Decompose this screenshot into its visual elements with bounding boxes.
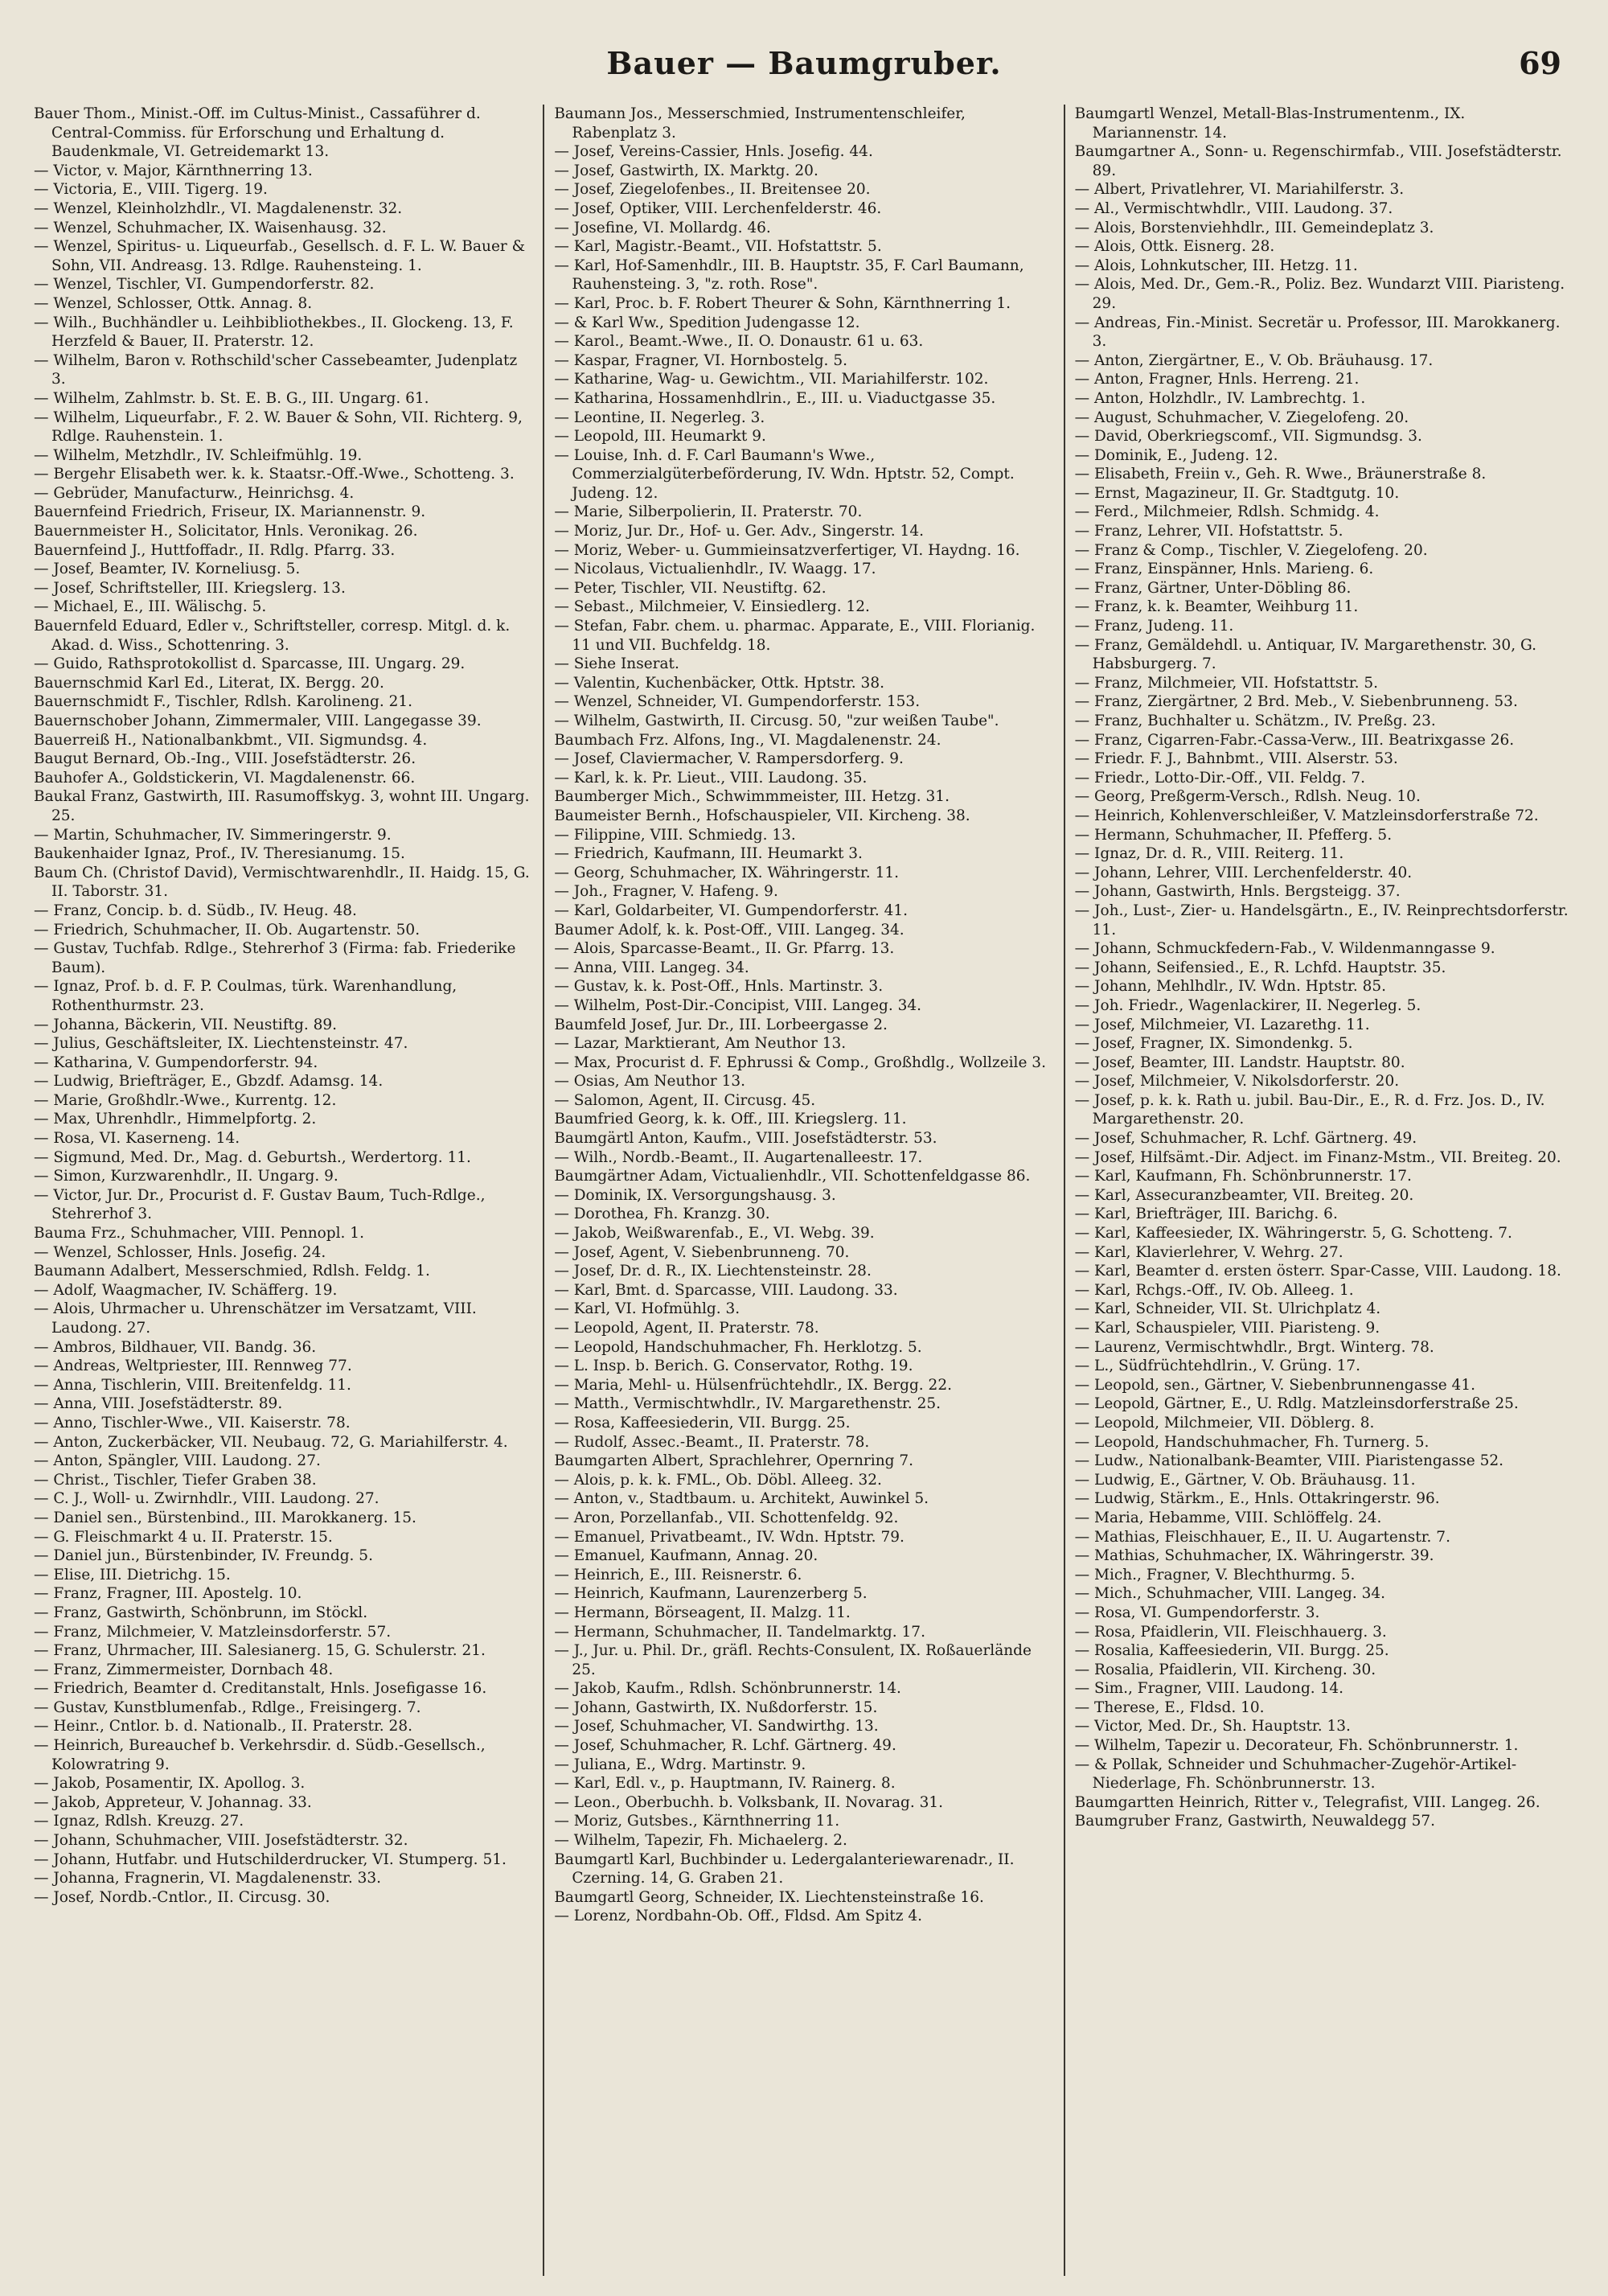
directory-entry: Bauernschmid Karl Ed., Literat, IX. Bergg. 20. [34, 674, 384, 692]
directory-entry: — Gustav, k. k. Post-Off., Hnls. Martinstr. 3. [554, 978, 884, 996]
directory-entry: — Leopold, Handschuhmacher, Fh. Turnerg. 5. [1074, 1433, 1430, 1451]
directory-entry: Bauerreiß H., Nationalbankbmt., VII. Sigmundsg. 4. [34, 731, 428, 749]
directory-entry: — Johann, Schuhmacher, VIII. Josefstädterstr. 32. [34, 1832, 408, 1850]
directory-entry: — Ludwig, Stärkm., E., Hnls. Ottakringerstr. 96. [1074, 1490, 1440, 1508]
directory-entry: — Karl, Beamter d. ersten österr. Spar-Casse, VIII. Laudong. 18. [1074, 1263, 1561, 1280]
directory-entry: — Franz, Gärtner, Unter-Döbling 86. [1074, 579, 1352, 597]
directory-entry: — Jakob, Appreteur, V. Johannag. 33. [34, 1793, 312, 1811]
directory-entry: — Wilhelm, Zahlmstr. b. St. E. B. G., III. Ungarg. 61. [34, 389, 429, 407]
directory-entry: — Leopold, Agent, II. Praterstr. 78. [554, 1320, 819, 1337]
directory-entry: — Hermann, Börseagent, II. Malzg. 11. [554, 1604, 851, 1621]
directory-entry: — Ferd., Milchmeier, Rdlsh. Schmidg. 4. [1074, 503, 1380, 521]
directory-entry: — C. J., Woll- u. Zwirnhdlr., VIII. Laudong. 27. [34, 1490, 379, 1508]
directory-entry: — Elise, III. Dietrichg. 15. [34, 1566, 231, 1583]
directory-entry: — Lazar, Marktierant, Am Neuthor 13. [554, 1035, 847, 1053]
directory-entry: — Anna, VIII. Langeg. 34. [554, 959, 749, 976]
directory-entry: — Karl, Schauspieler, VIII. Piaristeng. 9. [1074, 1320, 1380, 1337]
directory-entry: Baugut Bernard, Ob.-Ing., VIII. Josefstädterstr. 26. [34, 750, 416, 768]
directory-entry: — Alois, Lohnkutscher, III. Hetzg. 11. [1074, 257, 1358, 274]
directory-entry: — Daniel jun., Bürstenbinder, IV. Freundg. 5. [34, 1547, 373, 1565]
directory-entry: — & Karl Ww., Spedition Judengasse 12. [554, 314, 860, 331]
directory-entry: Baumer Adolf, k. k. Post-Off., VIII. Langeg. 34. [554, 921, 904, 939]
directory-entry: — Jakob, Weißwarenfab., E., VI. Webg. 39. [554, 1225, 875, 1242]
directory-entry: — Karl, VI. Hofmühlg. 3. [554, 1300, 740, 1318]
directory-entry: — Anton, Fragner, Hnls. Herreng. 21. [1074, 371, 1360, 388]
directory-entry: — Emanuel, Kaufmann, Annag. 20. [554, 1547, 818, 1565]
directory-entry: — Anton, Holzhdlr., IV. Lambrechtg. 1. [1074, 389, 1366, 407]
directory-entry: — Johanna, Bäckerin, VII. Neustiftg. 89. [34, 1016, 338, 1033]
directory-entry: — Rosa, Kaffeesiederin, VII. Burgg. 25. [554, 1414, 851, 1431]
directory-entry: Baumann Adalbert, Messerschmied, Rdlsh. Feldg. 1. [34, 1263, 430, 1280]
directory-entry: Bauer Thom., Minist.-Off. im Cultus-Minist., Cassaführer d. Central-Commiss. für Erforschung und Erhaltung d. Baudenkmale, VI. Getreidemarkt 13. [34, 105, 481, 161]
directory-entry: — Rosa, VI. Gumpendorferstr. 3. [1074, 1604, 1320, 1621]
directory-entry: — Leopold, sen., Gärtner, V. Siebenbrunnengasse 41. [1074, 1376, 1475, 1394]
directory-entry: — Mathias, Schuhmacher, IX. Währingerstr. 39. [1074, 1547, 1434, 1565]
directory-entry: — Josef, Agent, V. Siebenbrunneng. 70. [554, 1243, 850, 1261]
directory-entry: — Josefine, VI. Mollardg. 46. [554, 219, 771, 236]
directory-entry: — Ludwig, E., Gärtner, V. Ob. Bräuhausg. 11. [1074, 1471, 1416, 1489]
directory-entry: — Dorothea, Fh. Kranzg. 30. [554, 1206, 770, 1223]
directory-entry: — Johanna, Fragnerin, VI. Magdalenenstr. 33. [34, 1870, 382, 1887]
directory-entry: — Juliana, E., Wdrg. Martinstr. 9. [554, 1756, 806, 1773]
directory-entry: — Filippine, VIII. Schmiedg. 13. [554, 826, 796, 844]
directory-entry: — Alois, Med. Dr., Gem.-R., Poliz. Bez. Wundarzt VIII. Piaristeng. 29. [1074, 276, 1565, 312]
directory-entry: — Anna, Tischlerin, VIII. Breitenfeldg. 11. [34, 1376, 351, 1394]
directory-entry: — Wenzel, Kleinholzhdlr., VI. Magdalenenstr. 32. [34, 199, 403, 217]
directory-entry: — Franz, Fragner, III. Apostelg. 10. [34, 1585, 302, 1603]
directory-entry: Baumberger Mich., Schwimmmeister, III. Hetzg. 31. [554, 788, 950, 806]
directory-entry: — Katharina, V. Gumpendorferstr. 94. [34, 1054, 318, 1071]
directory-entry: — Joh., Fragner, V. Hafeng. 9. [554, 883, 778, 901]
directory-entry: Bauhofer A., Goldstickerin, VI. Magdalenenstr. 66. [34, 769, 416, 787]
directory-entry: — Aron, Porzellanfab., VII. Schottenfeldg. 92. [554, 1509, 899, 1526]
directory-entry: — Hermann, Schuhmacher, II. Pfefferg. 5. [1074, 826, 1393, 844]
directory-entry: — Hermann, Schuhmacher, II. Tandelmarktg. 17. [554, 1623, 925, 1641]
directory-entry: — Victor, v. Major, Kärnthnerring 13. [34, 162, 313, 179]
directory-entry: — Wenzel, Schuhmacher, IX. Waisenhausg. 32. [34, 219, 387, 236]
directory-entry: — Franz, Milchmeier, VII. Hofstattstr. 5. [1074, 674, 1378, 692]
directory-entry: — Friedrich, Schuhmacher, II. Ob. Augartenstr. 50. [34, 921, 420, 939]
directory-entry: — Franz, Lehrer, VII. Hofstattstr. 5. [1074, 523, 1343, 540]
directory-entry: — Siehe Inserat. [554, 655, 679, 673]
directory-entry: — Wenzel, Tischler, VI. Gumpendorferstr. 82. [34, 276, 375, 294]
directory-entry: Bauernfeind Friedrich, Friseur, IX. Mariannenstr. 9. [34, 503, 426, 521]
directory-entry: — Louise, Inh. d. F. Carl Baumann's Wwe., Commerzialgüterbeförderung, IV. Wdn. Hptstr. 52, Compt. Judeng. 12. [554, 446, 1015, 502]
directory-entry: — Johann, Lehrer, VIII. Lerchenfelderstr. 40. [1074, 864, 1413, 881]
directory-entry: — Karl, Bmt. d. Sparcasse, VIII. Laudong. 33. [554, 1281, 898, 1299]
directory-entry: — Anton, Ziergärtner, E., V. Ob. Bräuhausg. 17. [1074, 351, 1434, 369]
directory-entry: — Andreas, Weltpriester, III. Rennweg 77. [34, 1357, 352, 1375]
directory-entry: — Georg, Schuhmacher, IX. Währingerstr. 11. [554, 864, 899, 881]
directory-entry: — Moriz, Jur. Dr., Hof- u. Ger. Adv., Singerstr. 14. [554, 523, 924, 540]
directory-entry: — Franz, Zimmermeister, Dornbach 48. [34, 1661, 334, 1678]
directory-entry: — Anton, Zuckerbäcker, VII. Neubaug. 72, G. Mariahilferstr. 4. [34, 1433, 508, 1451]
directory-entry: Baumgärtl Anton, Kaufm., VIII. Josefstädterstr. 53. [554, 1130, 937, 1148]
directory-entry: — Matth., Vermischtwhdlr., IV. Margarethenstr. 25. [554, 1395, 941, 1413]
directory-entry: — Rudolf, Assec.-Beamt., II. Praterstr. 78. [554, 1433, 870, 1451]
directory-entry: — Valentin, Kuchenbäcker, Ottk. Hptstr. 38. [554, 674, 884, 692]
directory-entry: — Friedr. F. J., Bahnbmt., VIII. Alserstr. 53. [1074, 750, 1398, 768]
directory-entry: — Johann, Mehlhdlr., IV. Wdn. Hptstr. 85. [1074, 978, 1387, 996]
directory-entry: — Ernst, Magazineur, II. Gr. Stadtgutg. 10. [1074, 484, 1400, 502]
directory-entry: — Josef, Schuhmacher, R. Lchf. Gärtnerg. 49. [554, 1737, 896, 1755]
directory-entry: — Wilhelm, Tapezir, Fh. Michaelerg. 2. [554, 1832, 847, 1850]
directory-columns [24, 105, 1584, 2276]
directory-entry: — Wilhelm, Gastwirth, II. Circusg. 50, "zur weißen Taube". [554, 713, 999, 729]
directory-entry: — Alois, Sparcasse-Beamt., II. Gr. Pfarrg. 13. [554, 940, 895, 958]
directory-entry: — Mathias, Fleischhauer, E., II. U. Augartenstr. 7. [1074, 1528, 1450, 1546]
directory-entry: Baumgartten Heinrich, Ritter v., Telegrafist, VIII. Langeg. 26. [1074, 1793, 1540, 1811]
directory-entry: — Karl, Rchgs.-Off., IV. Ob. Alleeg. 1. [1074, 1281, 1354, 1299]
directory-entry: — Karl, Hof-Samenhdlr., III. B. Hauptstr. 35, F. Carl Baumann, Rauhensteing. 3, "z. roth. Rose". [554, 257, 1024, 294]
directory-entry: — Joh., Lust-, Zier- u. Handelsgärtn., E., IV. Reinprechtsdorferstr. 11. [1074, 902, 1569, 939]
directory-entry: — Dominik, IX. Versorgungshausg. 3. [554, 1186, 836, 1204]
directory-entry: — Karl, Briefträger, III. Barichg. 6. [1074, 1206, 1338, 1223]
directory-entry: Baumgärtner Adam, Victualienhdlr., VII. Schottenfeldgasse 86. [554, 1168, 1031, 1185]
directory-entry: — Karl, Assecuranzbeamter, VII. Breiteg. 20. [1074, 1186, 1414, 1204]
column-middle [543, 105, 1063, 2276]
directory-entry: — Josef, Beamter, III. Landstr. Hauptstr. 80. [1074, 1054, 1405, 1071]
directory-entry: — Simon, Kurzwarenhdlr., II. Ungarg. 9. [34, 1168, 338, 1185]
directory-entry: — Josef, Milchmeier, VI. Lazarethg. 11. [1074, 1016, 1370, 1033]
directory-entry: — Franz, Ziergärtner, 2 Brd. Meb., V. Siebenbrunneng. 53. [1074, 693, 1518, 711]
directory-entry: — Peter, Tischler, VII. Neustiftg. 62. [554, 579, 827, 597]
directory-entry: — Bergehr Elisabeth wer. k. k. Staatsr.-Off.-Wwe., Schotteng. 3. [34, 466, 515, 483]
directory-entry: — Emanuel, Privatbeamt., IV. Wdn. Hptstr. 79. [554, 1528, 904, 1546]
page-number: 69 [1519, 45, 1561, 81]
directory-entry: — Julius, Geschäftsleiter, IX. Liechtensteinstr. 47. [34, 1035, 408, 1053]
directory-entry: — Joh. Friedr., Wagenlackirer, II. Negerleg. 5. [1074, 996, 1421, 1014]
directory-entry: — Franz, Judeng. 11. [1074, 618, 1234, 635]
directory-entry: — Moriz, Weber- u. Gummieinsatzverfertiger, VI. Haydng. 16. [554, 541, 1020, 559]
directory-entry: — Heinrich, Kohlenverschleißer, V. Matzleinsdorferstraße 72. [1074, 807, 1539, 824]
directory-entry: — Rosa, VI. Kaserneng. 14. [34, 1130, 240, 1148]
directory-entry: — Guido, Rathsprotokollist d. Sparcasse, III. Ungarg. 29. [34, 655, 466, 673]
directory-entry: Baumfried Georg, k. k. Off., III. Kriegslerg. 11. [554, 1111, 907, 1128]
directory-entry: — Andreas, Fin.-Minist. Secretär u. Professor, III. Marokkanerg. 3. [1074, 314, 1561, 351]
directory-entry: — Mich., Schuhmacher, VIII. Langeg. 34. [1074, 1585, 1386, 1603]
directory-entry: Bauernfeind J., Huttfoffadr., II. Rdlg. Pfarrg. 33. [34, 541, 396, 559]
directory-entry: — Leopold, III. Heumarkt 9. [554, 428, 766, 446]
directory-entry: — Franz, Cigarren-Fabr.-Cassa-Verw., III. Beatrixgasse 26. [1074, 731, 1515, 749]
directory-entry: — Jakob, Kaufm., Rdlsh. Schönbrunnerstr. 14. [554, 1680, 901, 1698]
directory-entry: — Franz, Milchmeier, V. Matzleinsdorferstr. 57. [34, 1623, 392, 1641]
directory-entry: — Leontine, II. Negerleg. 3. [554, 409, 765, 426]
directory-entry: — Ludwig, Briefträger, E., Gbzdf. Adamsg. 14. [34, 1073, 384, 1090]
directory-entry: — Franz, Buchhalter u. Schätzm., IV. Preßg. 23. [1074, 713, 1436, 729]
directory-entry: — G. Fleischmarkt 4 u. II. Praterstr. 15. [34, 1528, 333, 1546]
directory-entry: — Josef, Schuhmacher, R. Lchf. Gärtnerg. 49. [1074, 1130, 1417, 1148]
directory-entry: — Wilhelm, Post-Dir.-Concipist, VIII. Langeg. 34. [554, 996, 922, 1014]
directory-entry: — J., Jur. u. Phil. Dr., gräfl. Rechts-Consulent, IX. Roßauerlände 25. [554, 1642, 1032, 1678]
directory-entry: — Ignaz, Prof. b. d. F. P. Coulmas, türk. Warenhandlung, Rothenthurmstr. 23. [34, 978, 457, 1014]
column-right [1064, 105, 1584, 2276]
directory-entry: — Rosalia, Pfaidlerin, VII. Kircheng. 30. [1074, 1661, 1376, 1678]
directory-entry: — Ludw., Nationalbank-Beamter, VIII. Piaristengasse 52. [1074, 1452, 1504, 1470]
directory-entry: Baumeister Bernh., Hofschauspieler, VII. Kircheng. 38. [554, 807, 970, 824]
directory-entry: — Maria, Mehl- u. Hülsenfrüchtehdlr., IX. Bergg. 22. [554, 1376, 952, 1394]
directory-entry: — Nicolaus, Victualienhdlr., IV. Waagg. 17. [554, 561, 876, 578]
directory-entry: — Sigmund, Med. Dr., Mag. d. Geburtsh., Werdertorg. 11. [34, 1148, 471, 1166]
directory-entry: — Michael, E., III. Wälischg. 5. [34, 598, 267, 616]
directory-entry: — Salomon, Agent, II. Circusg. 45. [554, 1091, 816, 1109]
directory-entry: — Ambros, Bildhauer, VII. Bandg. 36. [34, 1338, 317, 1356]
directory-entry: — Max, Uhrenhdlr., Himmelpfortg. 2. [34, 1111, 317, 1128]
directory-entry: Baumgartner A., Sonn- u. Regenschirmfab., VIII. Josefstädterstr. 89. [1074, 143, 1562, 179]
directory-entry: — Karl, Proc. b. F. Robert Theurer & Sohn, Kärnthnerring 1. [554, 294, 1011, 312]
directory-entry: — Friedrich, Kaufmann, III. Heumarkt 3. [554, 845, 863, 863]
directory-entry: — Therese, E., Fldsd. 10. [1074, 1698, 1265, 1716]
directory-entry: Bauernschmidt F., Tischler, Rdlsh. Karolineng. 21. [34, 693, 413, 711]
directory-entry: — Wenzel, Spiritus- u. Liqueurfab., Gesellsch. d. F. L. W. Bauer & Sohn, VII. Andreasg. 13. Rdlge. Rauhensteing. 1. [34, 238, 526, 274]
directory-entry: Bauernfeld Eduard, Edler v., Schriftsteller, corresp. Mitgl. d. k. Akad. d. Wiss., Schottenring. 3. [34, 618, 511, 654]
directory-entry: — Marie, Silberpolierin, II. Praterstr. 70. [554, 503, 863, 521]
directory-entry: — Wilhelm, Metzhdlr., IV. Schleifmühlg. 19. [34, 446, 363, 464]
page-header [0, 45, 1608, 93]
directory-entry: — Karl, Klavierlehrer, V. Wehrg. 27. [1074, 1243, 1343, 1261]
directory-entry: — Leopold, Milchmeier, VII. Döblerg. 8. [1074, 1414, 1375, 1431]
directory-entry: — Moriz, Gutsbes., Kärnthnerring 11. [554, 1813, 840, 1830]
directory-entry: Baumgarten Albert, Sprachlehrer, Opernring 7. [554, 1452, 913, 1470]
directory-entry: — Josef, Schriftsteller, III. Kriegslerg. 13. [34, 579, 346, 597]
directory-entry: — Anton, Spängler, VIII. Laudong. 27. [34, 1452, 321, 1470]
directory-entry: — Karl, Kaufmann, Fh. Schönbrunnerstr. 17. [1074, 1168, 1412, 1185]
directory-entry: — Lorenz, Nordbahn-Ob. Off., Fldsd. Am Spitz 4. [554, 1908, 922, 1925]
directory-entry: — August, Schuhmacher, V. Ziegelofeng. 20. [1074, 409, 1409, 426]
directory-entry: — Georg, Preßgerm-Versch., Rdlsh. Neug. 10. [1074, 788, 1421, 806]
directory-entry: — Wenzel, Schneider, VI. Gumpendorferstr. 153. [554, 693, 921, 711]
directory-entry: Bauernmeister H., Solicitator, Hnls. Veronikag. 26. [34, 523, 418, 540]
directory-entry: — Josef, Gastwirth, IX. Marktg. 20. [554, 162, 818, 179]
directory-entry: — Rosalia, Kaffeesiederin, VII. Burgg. 25. [1074, 1642, 1389, 1660]
directory-entry: — Gustav, Tuchfab. Rdlge., Stehrerhof 3 (Firma: fab. Friederike Baum). [34, 940, 516, 976]
column-left [24, 105, 543, 2276]
directory-entry: Baumbach Frz. Alfons, Ing., VI. Magdalenenstr. 24. [554, 731, 941, 749]
directory-entry: — Alois, Uhrmacher u. Uhrenschätzer im Versatzamt, VIII. Laudong. 27. [34, 1300, 477, 1337]
directory-entry: — Josef, p. k. k. Rath u. jubil. Bau-Dir., E., R. d. Frz. Jos. D., IV. Margarethenstr. 20. [1074, 1091, 1545, 1128]
directory-entry: — Kaspar, Fragner, VI. Hornbostelg. 5. [554, 351, 847, 369]
directory-entry: — Josef, Ziegelofenbes., II. Breitensee 20. [554, 181, 871, 199]
directory-entry: — Karl, Kaffeesieder, IX. Währingerstr. 5, G. Schotteng. 7. [1074, 1225, 1512, 1242]
directory-entry: — Josef, Nordb.-Cntlor., II. Circusg. 30. [34, 1888, 330, 1906]
directory-entry: — Johann, Gastwirth, Hnls. Bergsteigg. 37. [1074, 883, 1401, 901]
directory-entry: — Josef, Dr. d. R., IX. Liechtensteinstr. 28. [554, 1263, 872, 1280]
directory-entry: — Leopold, Gärtner, E., U. Rdlg. Matzleinsdorferstraße 25. [1074, 1395, 1519, 1413]
directory-entry: — Dominik, E., Judeng. 12. [1074, 446, 1278, 464]
directory-entry: — Heinrich, Kaufmann, Laurenzerberg 5. [554, 1585, 868, 1603]
directory-entry: — Adolf, Waagmacher, IV. Schäfferg. 19. [34, 1281, 338, 1299]
directory-entry: — Gebrüder, Manufacturw., Heinrichsg. 4. [34, 484, 355, 502]
directory-entry: — Elisabeth, Freiin v., Geh. R. Wwe., Bräunerstraße 8. [1074, 466, 1487, 483]
directory-entry: — Franz, Gastwirth, Schönbrunn, im Stöckl. [34, 1604, 368, 1621]
directory-entry: — Josef, Vereins-Cassier, Hnls. Josefig. 44. [554, 143, 873, 161]
directory-entry: — Friedr., Lotto-Dir.-Off., VII. Feldg. 7. [1074, 769, 1366, 787]
directory-entry: — Franz, Einspänner, Hnls. Marieng. 6. [1074, 561, 1374, 578]
directory-entry: — Maria, Hebamme, VIII. Schlöffelg. 24. [1074, 1509, 1382, 1526]
directory-entry: — Stefan, Fabr. chem. u. pharmac. Apparate, E., VIII. Florianig. 11 und VII. Buchfeldg. 18. [554, 618, 1036, 654]
directory-entry: — Max, Procurist d. F. Ephrussi & Comp., Großhdlg., Wollzeile 3. [554, 1054, 1046, 1071]
directory-entry: — Josef, Fragner, IX. Simondenkg. 5. [1074, 1035, 1353, 1053]
directory-entry: — Jakob, Posamentir, IX. Apollog. 3. [34, 1775, 306, 1793]
directory-entry: — L. Insp. b. Berich. G. Conservator, Rothg. 19. [554, 1357, 913, 1375]
directory-entry: — David, Oberkriegscomf., VII. Sigmundsg. 3. [1074, 428, 1422, 446]
directory-entry: — Alois, p. k. k. FML., Ob. Döbl. Alleeg. 32. [554, 1471, 882, 1489]
directory-entry: — Wilhelm, Tapezir u. Decorateur, Fh. Schönbrunnerstr. 1. [1074, 1737, 1519, 1755]
directory-entry: — Victor, Med. Dr., Sh. Hauptstr. 13. [1074, 1718, 1351, 1735]
directory-entry: — & Pollak, Schneider und Schuhmacher-Zugehör-Artikel-Niederlage, Fh. Schönbrunnerstr. 13. [1074, 1756, 1517, 1793]
directory-entry: — Victoria, E., VIII. Tigerg. 19. [34, 181, 268, 199]
directory-entry: — Josef, Schuhmacher, VI. Sandwirthg. 13. [554, 1718, 879, 1735]
directory-entry: — Josef, Hilfsämt.-Dir. Adject. im Finanz-Mstm., VII. Breiteg. 20. [1074, 1148, 1561, 1166]
directory-entry: — Johann, Gastwirth, IX. Nußdorferstr. 15. [554, 1698, 878, 1716]
directory-entry: — Marie, Großhdlr.-Wwe., Kurrentg. 12. [34, 1091, 337, 1109]
directory-entry: — Alois, Ottk. Eisnerg. 28. [1074, 238, 1275, 256]
directory-entry: — Josef, Claviermacher, V. Rampersdorferg. 9. [554, 750, 904, 768]
directory-entry: Baukenhaider Ignaz, Prof., IV. Theresianumg. 15. [34, 845, 405, 863]
directory-entry: Baukal Franz, Gastwirth, III. Rasumoffskyg. 3, wohnt III. Ungarg. 25. [34, 788, 530, 824]
directory-entry: Baumgartl Wenzel, Metall-Blas-Instrumentenm., IX. Mariannenstr. 14. [1074, 105, 1466, 142]
directory-entry: — Ignaz, Rdlsh. Kreuzg. 27. [34, 1813, 244, 1830]
directory-entry: — Wilhelm, Baron v. Rothschild'scher Cassebeamter, Judenplatz 3. [34, 351, 518, 388]
directory-entry: — Leon., Oberbuchh. b. Volksbank, II. Novarag. 31. [554, 1793, 944, 1811]
directory-entry: Baumgruber Franz, Gastwirth, Neuwaldegg 57. [1074, 1813, 1436, 1830]
directory-entry: — Franz, Uhrmacher, III. Salesianerg. 15, G. Schulerstr. 21. [34, 1642, 486, 1660]
directory-entry: — Franz & Comp., Tischler, V. Ziegelofeng. 20. [1074, 541, 1428, 559]
running-title: Bauer — Baumgruber. [606, 45, 1002, 81]
directory-entry: — Wenzel, Schlosser, Hnls. Josefig. 24. [34, 1243, 326, 1261]
directory-entry: — Karl, Schneider, VII. St. Ulrichplatz 4. [1074, 1300, 1381, 1318]
directory-entry: Baumann Jos., Messerschmied, Instrumentenschleifer, Rabenplatz 3. [554, 105, 966, 142]
directory-entry: Baum Ch. (Christof David), Vermischtwarenhdlr., II. Haidg. 15, G. II. Taborstr. 31. [34, 864, 530, 901]
directory-entry: — Wilh., Buchhändler u. Leihbibliothekbes., II. Glockeng. 13, F. Herzfeld & Bauer, II. Praterstr. 12. [34, 314, 514, 351]
directory-entry: — Ignaz, Dr. d. R., VIII. Reiterg. 11. [1074, 845, 1344, 863]
directory-entry: — Wenzel, Schlosser, Ottk. Annag. 8. [34, 294, 313, 312]
directory-entry: — Franz, Gemäldehdl. u. Antiquar, IV. Margarethenstr. 30, G. Habsburgerg. 7. [1074, 636, 1536, 673]
directory-entry: — Franz, k. k. Beamter, Weihburg 11. [1074, 598, 1359, 616]
directory-entry: — Heinr., Cntlor. b. d. Nationalb., II. Praterstr. 28. [34, 1718, 412, 1735]
directory-entry: — Johann, Schmuckfedern-Fab., V. Wildenmanngasse 9. [1074, 940, 1495, 958]
directory-entry: — Josef, Beamter, IV. Korneliusg. 5. [34, 561, 301, 578]
directory-entry: — Osias, Am Neuthor 13. [554, 1073, 746, 1090]
directory-entry: — Wilhelm, Liqueurfabr., F. 2. W. Bauer & Sohn, VII. Richterg. 9, Rdlge. Rauhenstein. 1. [34, 409, 523, 446]
directory-entry: — Martin, Schuhmacher, IV. Simmeringerstr. 9. [34, 826, 392, 844]
directory-entry: — Katharine, Wag- u. Gewichtm., VII. Mariahilferstr. 102. [554, 371, 989, 388]
directory-entry: — Gustav, Kunstblumenfab., Rdlge., Freisingerg. 7. [34, 1698, 421, 1716]
directory-entry: — Karl, k. k. Pr. Lieut., VIII. Laudong. 35. [554, 769, 868, 787]
directory-entry: — Rosa, Pfaidlerin, VII. Fleischhauerg. 3. [1074, 1623, 1387, 1641]
directory-entry: — Karl, Edl. v., p. Hauptmann, IV. Rainerg. 8. [554, 1775, 896, 1793]
directory-entry: — Josef, Milchmeier, V. Nikolsdorferstr. 20. [1074, 1073, 1400, 1090]
directory-entry: — Wilh., Nordb.-Beamt., II. Augartenalleestr. 17. [554, 1148, 923, 1166]
directory-entry: — Laurenz, Vermischtwhdlr., Brgt. Winterg. 78. [1074, 1338, 1434, 1356]
directory-entry: Baumgartl Karl, Buchbinder u. Ledergalanteriewarenadr., II. Czerning. 14, G. Graben 21. [554, 1850, 1015, 1887]
directory-entry: — Katharina, Hossamenhdlrin., E., III. u. Viaductgasse 35. [554, 389, 996, 407]
directory-entry: — Anton, v., Stadtbaum. u. Architekt, Auwinkel 5. [554, 1490, 929, 1508]
directory-entry: — Heinrich, Bureauchef b. Verkehrsdir. d. Südb.-Gesellsch., Kolowratring 9. [34, 1737, 486, 1773]
directory-entry: — Daniel sen., Bürstenbind., III. Marokkanerg. 15. [34, 1509, 416, 1526]
directory-entry: — Friedrich, Beamter d. Creditanstalt, Hnls. Josefigasse 16. [34, 1680, 487, 1698]
directory-entry: — Anno, Tischler-Wwe., VII. Kaiserstr. 78. [34, 1414, 351, 1431]
directory-entry: — Victor, Jur. Dr., Procurist d. F. Gustav Baum, Tuch-Rdlge., Stehrerhof 3. [34, 1186, 486, 1223]
directory-entry: — Karl, Magistr.-Beamt., VII. Hofstattstr. 5. [554, 238, 882, 256]
directory-entry: — Josef, Optiker, VIII. Lerchenfelderstr. 46. [554, 199, 882, 217]
directory-entry: — Al., Vermischtwhdlr., VIII. Laudong. 37. [1074, 199, 1393, 217]
directory-entry: Bauernschober Johann, Zimmermaler, VIII. Langegasse 39. [34, 713, 482, 729]
directory-entry: — Christ., Tischler, Tiefer Graben 38. [34, 1471, 317, 1489]
directory-entry: — Franz, Concip. b. d. Südb., IV. Heug. 48. [34, 902, 357, 919]
directory-entry: — Alois, Borstenviehhdlr., III. Gemeindeplatz 3. [1074, 219, 1434, 236]
directory-entry: Baumgartl Georg, Schneider, IX. Liechtensteinstraße 16. [554, 1888, 984, 1906]
directory-entry: — Heinrich, E., III. Reisnerstr. 6. [554, 1566, 802, 1583]
directory-entry: Bauma Frz., Schuhmacher, VIII. Pennopl. 1. [34, 1225, 364, 1242]
directory-entry: — Karol., Beamt.-Wwe., II. O. Donaustr. 61 u. 63. [554, 333, 924, 351]
directory-entry: — Sim., Fragner, VIII. Laudong. 14. [1074, 1680, 1343, 1698]
directory-entry: — Leopold, Handschuhmacher, Fh. Herklotzg. 5. [554, 1338, 922, 1356]
directory-entry: — Johann, Hutfabr. und Hutschilderdrucker, VI. Stumperg. 51. [34, 1850, 507, 1868]
directory-entry: — Johann, Seifensied., E., R. Lchfd. Hauptstr. 35. [1074, 959, 1446, 976]
directory-entry: — Sebast., Milchmeier, V. Einsiedlerg. 12. [554, 598, 870, 616]
directory-entry: Baumfeld Josef, Jur. Dr., III. Lorbeergasse 2. [554, 1016, 888, 1033]
directory-entry: — L., Südfrüchtehdlrin., V. Grüng. 17. [1074, 1357, 1361, 1375]
directory-entry: — Anna, VIII. Josefstädterstr. 89. [34, 1395, 283, 1413]
directory-entry: — Mich., Fragner, V. Blechthurmg. 5. [1074, 1566, 1356, 1583]
directory-entry: — Karl, Goldarbeiter, VI. Gumpendorferstr. 41. [554, 902, 909, 919]
directory-entry: — Albert, Privatlehrer, VI. Mariahilferstr. 3. [1074, 181, 1405, 199]
